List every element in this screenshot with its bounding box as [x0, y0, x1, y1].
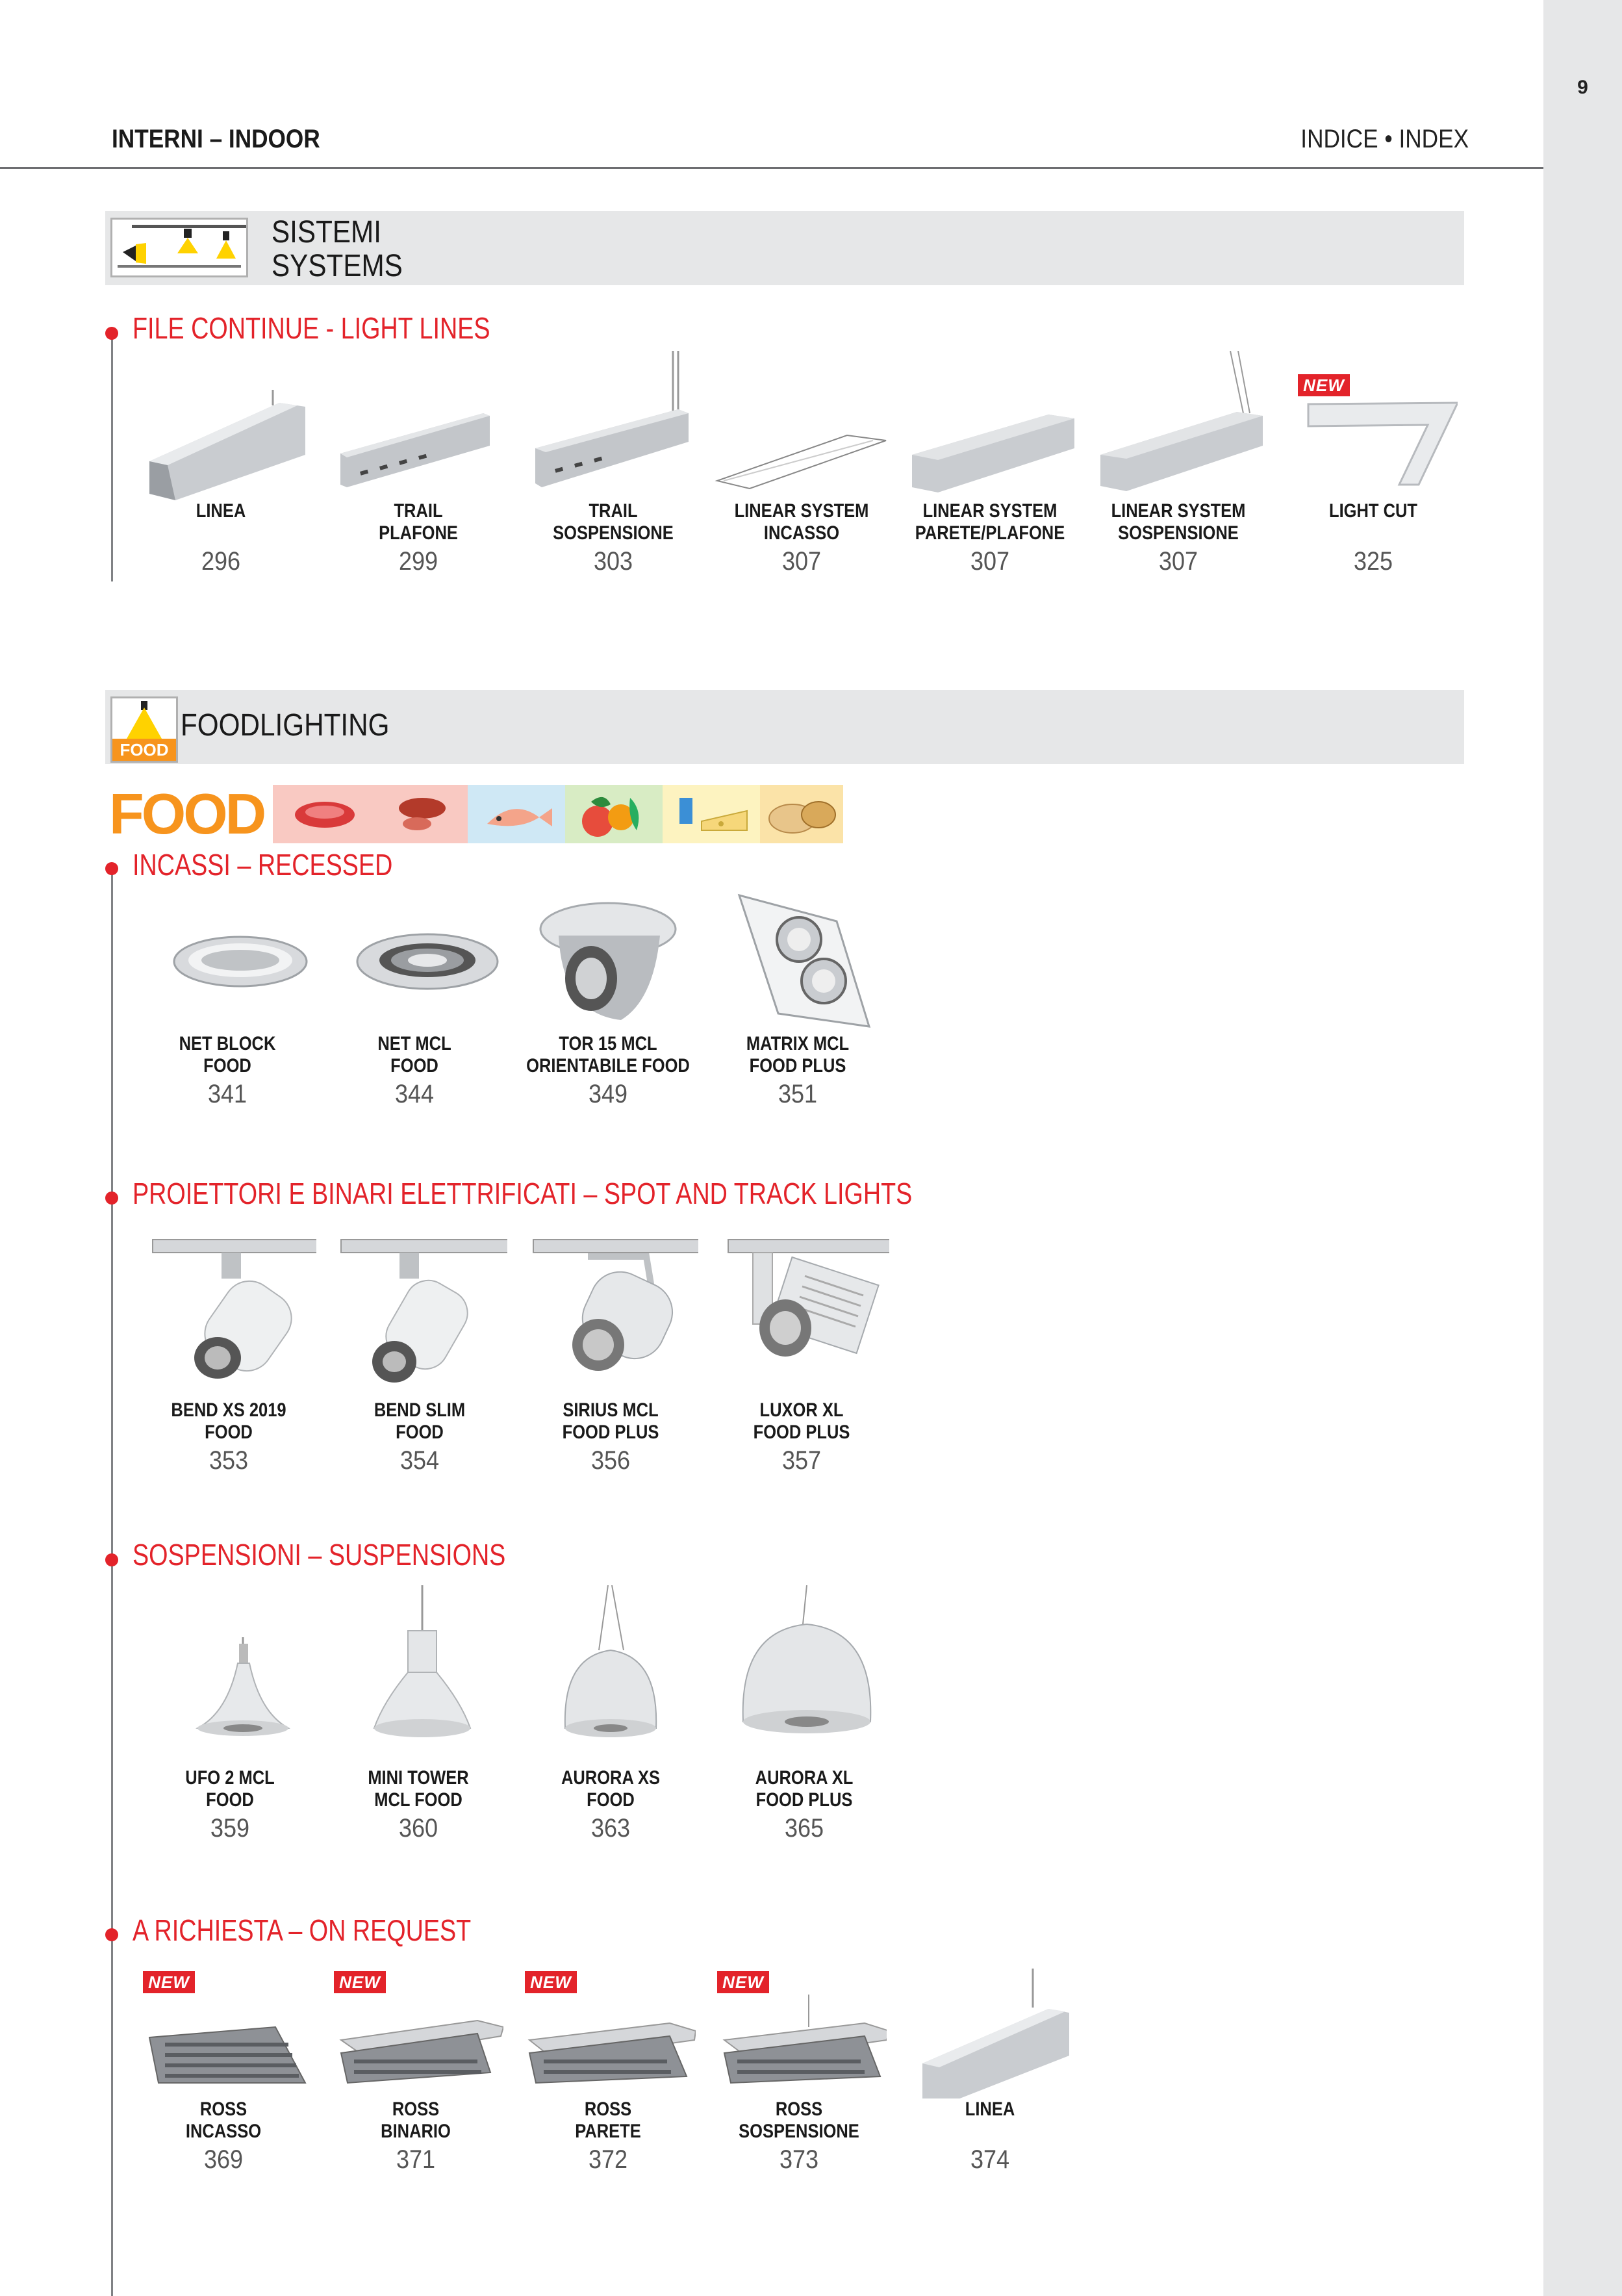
food-logo: FOOD: [109, 782, 264, 846]
product-page: 372: [588, 2145, 628, 2174]
product-trail-plafone[interactable]: [321, 351, 516, 576]
product-label: UFO 2 MCL: [185, 1767, 275, 1789]
product-page: 344: [394, 1080, 435, 1108]
product-label: TRAIL: [394, 500, 443, 522]
product-bend-slim-food[interactable]: [322, 1237, 517, 1475]
product-page: 351: [778, 1080, 818, 1108]
product-page: 296: [201, 547, 241, 576]
product-light-cut[interactable]: [1276, 351, 1471, 576]
product-label: SOSPENSIONE: [1118, 522, 1239, 544]
product-page: 363: [590, 1814, 631, 1843]
product-net-mcl-food[interactable]: [317, 890, 512, 1109]
product-label: FOOD: [587, 1789, 635, 1811]
banner-foodlighting: [105, 690, 1464, 764]
product-linea-on-request[interactable]: [893, 1969, 1087, 2175]
product-linear-system-incasso[interactable]: [704, 351, 899, 576]
product-label: ROSS: [392, 2098, 440, 2120]
product-linear-system-parete[interactable]: [893, 351, 1087, 576]
product-label: INCASSO: [185, 2121, 262, 2142]
systems-icon: [110, 218, 248, 277]
section-bullet: [105, 327, 118, 340]
meat-category-icon: [273, 785, 468, 843]
header-divider: [0, 167, 1543, 169]
product-label: FOOD: [203, 1055, 251, 1077]
product-page: 307: [970, 547, 1010, 576]
product-label: ROSS: [584, 2098, 632, 2120]
fish-category-icon: [468, 785, 565, 843]
product-label: FOOD PLUS: [753, 1422, 850, 1443]
section-title-light-lines: FILE CONTINUE - LIGHT LINES: [133, 311, 490, 345]
section-title-on-request: A RICHIESTA – ON REQUEST: [133, 1913, 472, 1947]
product-label: [138, 522, 304, 544]
product-ross-binario[interactable]: [318, 1969, 513, 2175]
product-page: 374: [970, 2145, 1010, 2174]
food-icon-text: FOOD: [120, 740, 169, 759]
product-label: TOR 15 MCL: [559, 1033, 657, 1054]
product-label: AURORA XS: [561, 1767, 661, 1789]
product-label: FOOD PLUS: [562, 1422, 659, 1443]
vegetables-category-icon: [565, 785, 663, 843]
product-page: 369: [203, 2145, 244, 2174]
product-page: 359: [210, 1814, 250, 1843]
page-number: 9: [1577, 77, 1588, 98]
product-net-block-food[interactable]: [130, 890, 325, 1109]
product-label: INCASSO: [763, 522, 840, 544]
product-label: MCL FOOD: [374, 1789, 463, 1811]
new-badge: NEW: [334, 1971, 386, 1993]
product-ross-sospensione[interactable]: [702, 1969, 896, 2175]
product-page: 357: [781, 1446, 822, 1475]
product-label: FOOD PLUS: [749, 1055, 846, 1077]
product-page: 371: [396, 2145, 436, 2174]
new-badge: NEW: [143, 1971, 195, 1993]
banner-systems: [105, 211, 1464, 285]
product-page: 354: [399, 1446, 440, 1475]
new-badge: NEW: [717, 1971, 769, 1993]
product-label: PLAFONE: [379, 522, 458, 544]
product-label: TRAIL: [589, 500, 638, 522]
section-title-spots: PROIETTORI E BINARI ELETTRIFICATI – SPOT AND TRACK LIGHTS: [133, 1177, 913, 1210]
product-label: PARETE/PLAFONE: [915, 522, 1065, 544]
product-label: FOOD PLUS: [755, 1789, 853, 1811]
product-label: MINI TOWER: [368, 1767, 469, 1789]
product-linea[interactable]: [123, 351, 318, 576]
timeline-light-lines: [111, 335, 113, 581]
product-label: FOOD: [396, 1422, 444, 1443]
banner-systems-title-it: SISTEMI: [272, 215, 381, 249]
product-label: SIRIUS MCL: [563, 1399, 659, 1421]
product-label: SOSPENSIONE: [553, 522, 674, 544]
product-page: 356: [590, 1446, 631, 1475]
product-trail-sospensione[interactable]: [516, 351, 711, 576]
product-ross-incasso[interactable]: [126, 1969, 321, 2175]
timeline-foodlighting: [111, 874, 113, 2296]
product-page: 353: [209, 1446, 249, 1475]
product-page: 307: [781, 547, 822, 576]
product-label: ROSS: [199, 2098, 247, 2120]
product-ufo-2-mcl-food[interactable]: [133, 1585, 327, 1843]
product-label: FOOD: [205, 1422, 253, 1443]
product-matrix-mcl-food-plus[interactable]: [700, 890, 895, 1109]
product-page: 303: [593, 547, 633, 576]
new-badge: NEW: [1298, 374, 1350, 396]
product-label: LUXOR XL: [759, 1399, 844, 1421]
product-page: 325: [1353, 547, 1393, 576]
product-label: [1291, 522, 1456, 544]
product-label: ORIENTABILE FOOD: [526, 1055, 690, 1077]
product-aurora-xs-food[interactable]: [513, 1585, 708, 1843]
product-page: 341: [207, 1080, 247, 1108]
product-label: MATRIX MCL: [746, 1033, 850, 1054]
product-label: LINEAR SYSTEM: [1111, 500, 1246, 522]
product-tor-15-mcl[interactable]: [511, 890, 705, 1109]
product-sirius-mcl-food-plus[interactable]: [513, 1237, 708, 1475]
section-bullet: [105, 1553, 118, 1566]
product-label: LINEA: [196, 500, 246, 522]
product-mini-tower-mcl-food[interactable]: [321, 1585, 516, 1843]
bread-category-icon: [760, 785, 843, 843]
header-section-title: INTERNI – INDOOR: [112, 125, 320, 153]
product-label: BEND SLIM: [374, 1399, 466, 1421]
product-luxor-xl-food-plus[interactable]: [704, 1237, 899, 1475]
product-label: FOOD: [206, 1789, 254, 1811]
product-label: LINEA: [965, 2098, 1015, 2120]
dairy-category-icon: [663, 785, 760, 843]
product-page: 349: [588, 1080, 628, 1108]
product-aurora-xl-food-plus[interactable]: [707, 1585, 902, 1843]
product-label: AURORA XL: [755, 1767, 854, 1789]
product-linear-system-sospensione[interactable]: [1081, 351, 1276, 576]
section-bullet: [105, 1192, 118, 1205]
product-label: LINEAR SYSTEM: [922, 500, 1058, 522]
food-categories-strip: [109, 782, 843, 846]
product-page: 299: [398, 547, 438, 576]
product-page: 365: [784, 1814, 824, 1843]
product-label: NET MCL: [377, 1033, 451, 1054]
banner-foodlighting-title: FOODLIGHTING: [181, 708, 390, 743]
header-index-link[interactable]: INDICE • INDEX: [1300, 125, 1469, 153]
product-label: LIGHT CUT: [1329, 500, 1417, 522]
product-label: FOOD: [390, 1055, 438, 1077]
section-title-recessed: INCASSI – RECESSED: [133, 848, 393, 882]
product-bend-xs-2019-food[interactable]: [131, 1237, 326, 1475]
banner-systems-title-en: SYSTEMS: [272, 249, 403, 283]
section-bullet: [105, 1928, 118, 1941]
product-page: 307: [1158, 547, 1198, 576]
side-bar: [1543, 0, 1622, 2296]
product-label: NET BLOCK: [179, 1033, 276, 1054]
new-badge: NEW: [525, 1971, 577, 1993]
product-label: LINEAR SYSTEM: [734, 500, 869, 522]
product-label: BEND XS 2019: [171, 1399, 286, 1421]
section-bullet: [105, 862, 118, 875]
product-page: 360: [398, 1814, 438, 1843]
product-label: ROSS: [775, 2098, 823, 2120]
product-label: PARETE: [575, 2121, 641, 2142]
product-page: 373: [779, 2145, 819, 2174]
product-ross-parete[interactable]: [511, 1969, 705, 2175]
food-icon: [110, 696, 178, 763]
product-label: [907, 2121, 1073, 2143]
section-title-suspensions: SOSPENSIONI – SUSPENSIONS: [133, 1538, 506, 1572]
product-label: BINARIO: [381, 2121, 451, 2142]
product-label: SOSPENSIONE: [739, 2121, 859, 2142]
